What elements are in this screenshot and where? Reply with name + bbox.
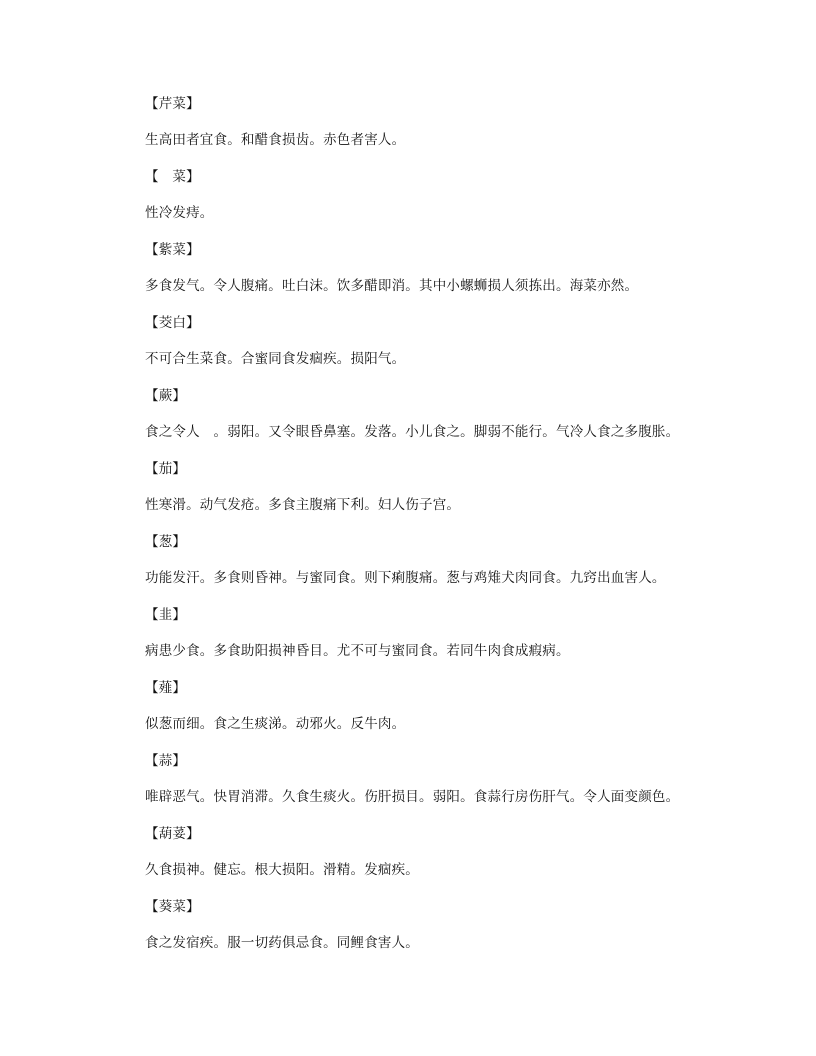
entry-text: 食之发宿疾。服一切药俱忌食。同鲤食害人。 [145,935,419,951]
entry-text: 性寒滑。动气发疮。多食主腹痛下利。妇人伤子宫。 [145,497,461,513]
entry-text: 多食发气。令人腹痛。吐白沫。饮多醋即消。其中小螺蛳损人须拣出。海菜亦然。 [145,278,639,294]
entry-celery [145,95,765,149]
entry-heading: 【茄】 [145,461,187,477]
entry-fern [145,387,765,441]
entry-heading: 【葱】 [145,534,187,550]
entry-text: 不可合生菜食。合蜜同食发痼疾。损阳气。 [145,351,406,367]
entry-text: 病患少食。多食助阳损神昏目。尤不可与蜜同食。若同牛肉食成瘕病。 [145,643,570,659]
entry-text: 食之令人 。弱阳。又令眼昏鼻塞。发落。小儿食之。脚弱不能行。气冷人食之多腹胀。 [145,424,680,440]
entry-heading: 【薤】 [145,680,187,696]
entry-eggplant [145,460,765,514]
entry-heading: 【蕨】 [145,388,187,404]
entry-heading: 【葵菜】 [145,899,200,915]
entry-list [145,95,765,971]
entry-unknown-vegetable [145,168,765,222]
entry-heading: 【 菜】 [145,169,200,185]
entry-coriander [145,825,765,879]
entry-text: 功能发汗。多食则昏神。与蜜同食。则下痢腹痛。葱与鸡雉犬肉同食。九窍出血害人。 [145,570,666,586]
entry-heading: 【茭白】 [145,315,200,331]
entry-heading: 【韭】 [145,607,187,623]
entry-heading: 【葫荽】 [145,826,200,842]
entry-text: 生高田者宜食。和醋食损齿。赤色者害人。 [145,132,406,148]
entry-water-bamboo [145,314,765,368]
entry-text: 性冷发痔。 [145,205,214,221]
entry-text: 唯辟恶气。快胃消滞。久食生痰火。伤肝损目。弱阳。食蒜行房伤肝气。令人面变颜色。 [145,789,680,805]
entry-garlic [145,752,765,806]
entry-heading: 【紫菜】 [145,242,200,258]
entry-text: 久食损神。健忘。根大损阳。滑精。发痼疾。 [145,862,419,878]
entry-mallow [145,898,765,952]
entry-chives [145,606,765,660]
entry-scallion [145,533,765,587]
entry-shallot [145,679,765,733]
entry-laver [145,241,765,295]
entry-heading: 【蒜】 [145,753,187,769]
entry-text: 似葱而细。食之生痰涕。动邪火。反牛肉。 [145,716,406,732]
entry-heading: 【芹菜】 [145,96,200,112]
